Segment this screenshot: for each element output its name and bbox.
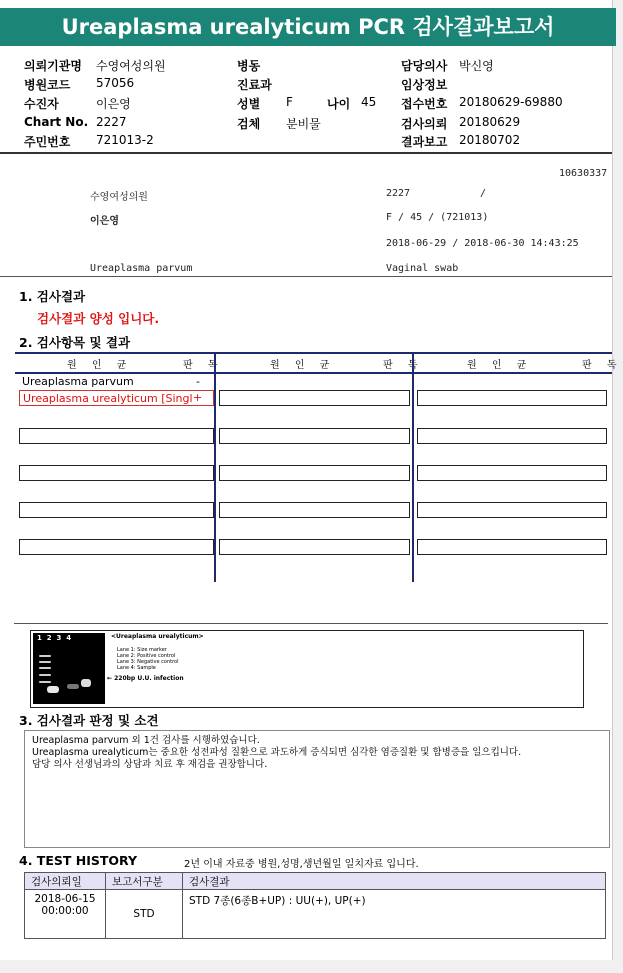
slip-hospital: 수영여성의원 bbox=[90, 192, 148, 203]
empty-cell bbox=[417, 539, 607, 555]
report-value: 20180702 bbox=[459, 133, 521, 147]
history-header-row bbox=[25, 873, 606, 890]
empty-cell bbox=[19, 539, 214, 555]
remarks-box bbox=[24, 730, 610, 848]
result-row-organism: Ureaplasma urealyticum [Singl bbox=[23, 392, 193, 405]
patient-value: 이은영 bbox=[96, 97, 131, 111]
empty-cell bbox=[417, 502, 607, 518]
hospital-value: 수영여성의원 bbox=[96, 59, 166, 73]
remark-line: Ureaplasma urealyticum는 중요한 성전파성 질환으로 과도하게 증식되면 심각한 염증질환 및 합병증을 일으킵니다. bbox=[32, 747, 522, 758]
patient-label: 수진자 bbox=[24, 97, 59, 111]
doctor-label: 담당의사 bbox=[401, 59, 448, 73]
id-value: 721013-2 bbox=[96, 133, 154, 147]
code-value: 57056 bbox=[96, 76, 135, 90]
slip-slash: / bbox=[480, 188, 487, 199]
slip-dates: 2018-06-29 / 2018-06-30 14:43:25 bbox=[386, 238, 579, 249]
request-label: 검사의뢰 bbox=[401, 117, 448, 131]
history-col-result: 검사결과 bbox=[183, 873, 606, 890]
history-result: STD 7종(6종B+UP) : UU(+), UP(+) bbox=[183, 890, 606, 939]
gel-legend-item: Lane 2: Positive control bbox=[117, 653, 176, 659]
col-judgement-2: 판 독 bbox=[383, 360, 424, 371]
marker-band bbox=[39, 674, 51, 676]
receipt-label: 접수번호 bbox=[401, 97, 448, 111]
slip-patient: 이은영 bbox=[90, 216, 119, 227]
history-col-date: 검사의뢰일 bbox=[25, 873, 106, 890]
id-label: 주민번호 bbox=[24, 135, 71, 149]
section2-heading: 2. 검사항목 및 결과 bbox=[19, 335, 131, 350]
section4-heading: 4. TEST HISTORY bbox=[19, 853, 138, 868]
gel-title: <Ureaplasma urealyticum> bbox=[111, 633, 204, 640]
specimen-value: 분비물 bbox=[286, 117, 321, 131]
code-label: 병원코드 bbox=[24, 78, 71, 92]
result-row-organism: Ureaplasma parvum bbox=[22, 375, 134, 388]
section3-heading: 3. 검사결과 판정 및 소견 bbox=[19, 713, 159, 728]
history-col-type: 보고서구분 bbox=[106, 873, 183, 890]
col-judgement-1: 판 독 bbox=[183, 360, 224, 371]
empty-cell bbox=[219, 390, 410, 406]
request-value: 20180629 bbox=[459, 115, 521, 129]
column-divider-2 bbox=[412, 352, 414, 582]
specimen-label: 검체 bbox=[237, 117, 261, 131]
receipt-value: 20180629-69880 bbox=[459, 95, 563, 109]
history-table bbox=[24, 872, 606, 939]
marker-band bbox=[39, 681, 51, 683]
slip-divider bbox=[0, 276, 612, 277]
empty-cell bbox=[19, 428, 214, 444]
gel-legend-item: Lane 3: Negative control bbox=[117, 659, 179, 665]
age-value: 45 bbox=[361, 95, 377, 109]
column-divider-1 bbox=[214, 352, 216, 582]
hospital-label: 의뢰기관명 bbox=[24, 59, 82, 73]
section1-heading: 1. 검사결과 bbox=[19, 289, 86, 304]
age-label: 나이 bbox=[327, 97, 351, 111]
chart-value: 2227 bbox=[96, 115, 127, 129]
faint-band bbox=[67, 684, 79, 689]
remark-line: Ureaplasma parvum 외 1건 검사를 시행하였습니다. bbox=[32, 735, 260, 746]
dept-label: 진료과 bbox=[237, 78, 272, 92]
chart-label: Chart No. bbox=[24, 115, 89, 129]
col-organism-2: 원 인 균 bbox=[270, 360, 336, 371]
header-divider bbox=[0, 152, 612, 154]
report-label: 결과보고 bbox=[401, 135, 448, 149]
empty-cell bbox=[19, 465, 214, 481]
history-date: 2018-06-15 bbox=[34, 893, 96, 905]
gel-legend-item: Lane 4: Sample bbox=[117, 665, 156, 671]
col-organism-3: 원 인 균 bbox=[467, 360, 533, 371]
empty-cell bbox=[219, 502, 410, 518]
sample-band bbox=[81, 679, 91, 687]
gel-legend bbox=[117, 647, 179, 671]
positive-control-band bbox=[47, 686, 59, 693]
clinical-label: 임상정보 bbox=[401, 78, 448, 92]
gel-electrophoresis-image bbox=[30, 630, 584, 708]
history-time: 00:00:00 bbox=[41, 905, 89, 917]
gel-panel bbox=[33, 633, 105, 704]
remark-line: 담당 의사 선생님과의 상담과 치료 후 재검을 권장합니다. bbox=[32, 759, 268, 770]
empty-cell bbox=[417, 465, 607, 481]
result-row-judgement: - bbox=[196, 375, 200, 388]
marker-band bbox=[39, 661, 51, 663]
slip-chart: 2227 bbox=[386, 188, 411, 199]
col-organism-1: 원 인 균 bbox=[67, 360, 133, 371]
result-row-judgement: + bbox=[193, 391, 203, 404]
slip-sex-age: F / 45 / (721013) bbox=[386, 212, 489, 223]
empty-cell bbox=[417, 390, 607, 406]
slip-test: Ureaplasma parvum bbox=[90, 263, 193, 274]
col-judgement-3: 판 독 bbox=[582, 360, 623, 371]
gel-legend-item: Lane 1: Size marker bbox=[117, 647, 167, 653]
gel-lane-numbers: 1 2 3 4 bbox=[37, 634, 72, 642]
empty-cell bbox=[219, 539, 410, 555]
marker-band bbox=[39, 667, 51, 669]
history-date-cell bbox=[25, 890, 106, 939]
slip-specimen: Vaginal swab bbox=[386, 263, 459, 274]
doctor-value: 박신영 bbox=[459, 59, 494, 73]
sex-value: F bbox=[286, 95, 293, 109]
serial-number: 10630337 bbox=[559, 168, 608, 179]
marker-band bbox=[39, 655, 51, 657]
table-row bbox=[25, 890, 606, 939]
sex-label: 성별 bbox=[237, 97, 261, 111]
history-type: STD bbox=[106, 890, 183, 939]
ward-label: 병동 bbox=[237, 59, 261, 73]
empty-cell bbox=[219, 428, 410, 444]
result-summary: 검사결과 양성 입니다. bbox=[37, 311, 160, 326]
empty-cell bbox=[219, 465, 410, 481]
history-note: 2년 이내 자료중 병원,성명,생년월일 일치자료 입니다. bbox=[184, 859, 419, 870]
gel-arrow-label: ← 220bp U.U. infection bbox=[107, 675, 184, 682]
empty-cell bbox=[417, 428, 607, 444]
results-table-header bbox=[15, 352, 623, 374]
gel-divider bbox=[14, 623, 608, 624]
report-title: Ureaplasma urealyticum PCR 검사결과보고서 bbox=[0, 8, 616, 46]
empty-cell bbox=[19, 502, 214, 518]
